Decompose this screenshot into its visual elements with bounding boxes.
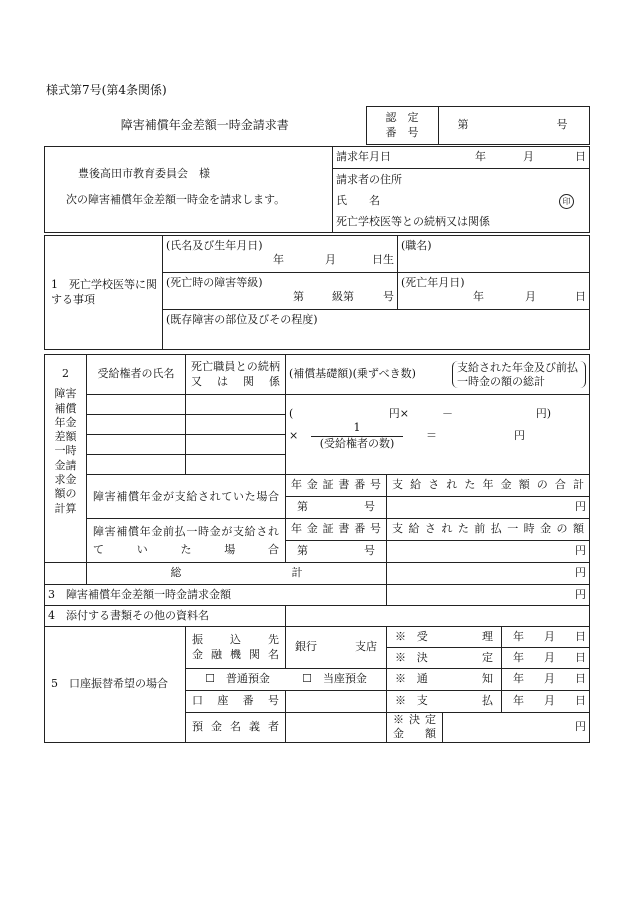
s2-cert-number-field-2[interactable]: 第 号 [286,541,387,563]
s2-cert-number-label-2: 年金証書番号 [286,519,387,541]
addressee-table [44,146,590,233]
s2-heading-tail [45,563,87,585]
s2-total-label: 総 計 [87,563,387,585]
claim-date-field[interactable]: 請求年月日 年 月 日 [333,147,590,169]
title-table [44,106,590,145]
s5-decided-date[interactable]: 年 月 日 [502,648,590,669]
address-field[interactable]: 請求者の住所 [333,169,590,191]
checkbox-icon[interactable]: ☐ [205,672,215,686]
section-1-table [44,235,590,350]
s5-heading: 5 口座振替希望の場合 [45,627,186,743]
s5-bank-field[interactable]: 銀行 支店 [286,627,387,669]
s2-recipient-name-2[interactable] [87,415,186,435]
s2-advance-paid-label: 障害補償年金前払一時金が支給されていた場合 [87,519,286,563]
s2-heading: 2 障害 補償 年金 差額 一時 金請 求金 額の 計算 [45,355,87,563]
s5-decided-amount-label: ※決定金額 [387,713,443,743]
s2-calc-formula: ( 円× － 円) × 1 (受給権者の数) ＝ 円 [286,395,590,455]
form-number: 様式第7号(第4条関係) [46,83,167,97]
form-title: 障害補償年金差額一時金請求書 [120,117,289,132]
s4-heading: 4 添付する書類その他の資料名 [45,606,286,627]
s2-pension-paid-label: 障害補償年金が支給されていた場合 [87,475,286,519]
s2-calc-blank [286,455,590,475]
s2-recipient-name-4[interactable] [87,455,186,475]
s2-cert-number-field-1[interactable]: 第 号 [286,497,387,519]
s5-deposit-type[interactable] [186,669,387,691]
s2-recipient-name-header: 受給権者の氏名 [87,355,186,395]
ordinary-deposit-option[interactable]: ☐ 普通預金 [205,672,270,686]
seal-mark: 印 [559,194,574,209]
s5-account-holder-label: 預金名義者 [186,713,286,743]
s2-cert-number-label-1: 年金証書番号 [286,475,387,497]
s2-calc-header: (補償基礎額)(乗ずべき数) 支給された年金及び前払一時金の額の総計 [286,355,590,395]
s2-relation-1[interactable] [186,395,286,415]
s2-relation-header: 死亡職員との続柄又は関係 [186,355,286,395]
s2-recipient-name-3[interactable] [87,435,186,455]
s5-decided-label: ※決 定 [387,648,502,669]
s5-account-number-label: 口座番号 [186,691,286,713]
s5-notified-label: ※通 知 [387,669,502,691]
s2-relation-3[interactable] [186,435,286,455]
s5-notified-date[interactable]: 年 月 日 [502,669,590,691]
s2-advance-total-field[interactable]: 円 [387,541,590,563]
request-text: 次の障害補償年金差額一時金を請求します。 [66,193,286,207]
s1-death-date-field[interactable]: (死亡年月日) 年 月 日 [398,273,590,310]
s5-received-date[interactable]: 年 月 日 [502,627,590,648]
s5-paid-date[interactable]: 年 月 日 [502,691,590,713]
s4-documents-field[interactable] [286,606,590,627]
cert-number-field[interactable]: 第 号 [438,107,589,145]
s2-pension-total-field[interactable]: 円 [387,497,590,519]
cert-number-label: 認 定 番 号 [366,107,438,145]
s2-pension-total-label: 支給された年金額の合計 [387,475,590,497]
name-field[interactable]: 氏 名 印 [333,191,590,212]
s1-grade-field[interactable]: (死亡時の障害等級) 第 級第 号 [163,273,398,310]
s2-total-field[interactable]: 円 [387,563,590,585]
s2-advance-total-label: 支給された前払一時金の額 [387,519,590,541]
s5-paid-label: ※支 払 [387,691,502,713]
s5-received-label: ※受 理 [387,627,502,648]
s5-decided-amount-field[interactable]: 円 [443,713,590,743]
s5-account-number-field[interactable] [286,691,387,713]
s1-heading: 1 死亡学校医等に関する事項 [45,236,163,350]
s5-account-holder-field[interactable] [286,713,387,743]
s3-heading: 3 障害補償年金差額一時金請求金額 [45,585,387,606]
current-deposit-option[interactable]: ☐ 当座預金 [302,672,367,686]
addressee: 豊後高田市教育委員会 様 [78,167,210,180]
s3-amount-field[interactable]: 円 [387,585,590,606]
relation-field[interactable]: 死亡学校医等との続柄又は関係 [333,212,590,233]
addressee-cell [45,147,333,233]
s1-prior-disability-field[interactable]: (既存障害の部位及びその程度) [163,310,590,350]
sections-2-5-table [44,354,590,743]
checkbox-icon[interactable]: ☐ [302,672,312,686]
s2-relation-4[interactable] [186,455,286,475]
s2-relation-2[interactable] [186,415,286,435]
s1-position-field[interactable]: (職名) [398,236,590,273]
s1-name-birth-field[interactable]: (氏名及び生年月日) 年 月 日生 [163,236,398,273]
s5-bank-label: 振 込 先 金融機関名 [186,627,286,669]
s2-recipient-name-1[interactable] [87,395,186,415]
